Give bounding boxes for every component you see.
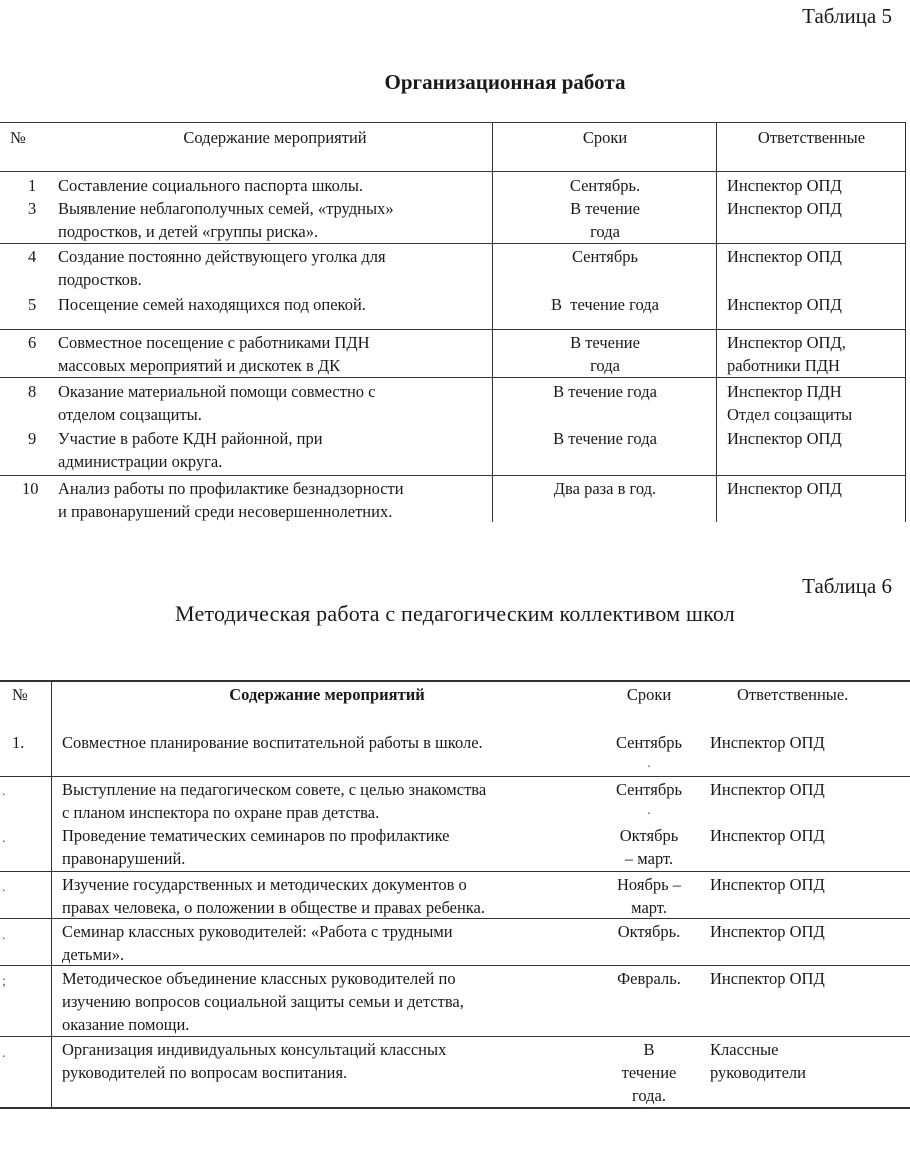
table5-header-responsible: Ответственные xyxy=(757,128,866,147)
table6-row-dates: Февраль. xyxy=(617,969,681,988)
table6-row-num: ; xyxy=(2,974,6,989)
table5-row-content: подростков. xyxy=(58,270,142,289)
table5-row-content: массовых мероприятий и дискотек в ДК xyxy=(58,356,341,375)
table5-row-num: 8 xyxy=(28,382,37,401)
table5-row-content: Выявление неблагополучных семей, «трудных» xyxy=(58,199,394,218)
table5-col-divider xyxy=(492,122,493,522)
table5-rule xyxy=(0,329,906,330)
table5-caption: Таблица 5 xyxy=(802,4,892,28)
table6-rule xyxy=(0,965,910,966)
table6-row-num: 1. xyxy=(12,733,25,752)
table5-row-content: Посещение семей находящихся под опекой. xyxy=(58,295,366,314)
table6-rule xyxy=(0,871,910,872)
table6-header-dates: Сроки xyxy=(626,685,672,704)
table5-row-content: Анализ работы по профилактике безнадзорности xyxy=(58,479,404,498)
table5-title: Организационная работа xyxy=(384,70,626,94)
table6-row-dates: Октябрь xyxy=(619,826,679,845)
table5-row-responsible: Инспектор ОПД xyxy=(727,199,842,218)
table5-row-responsible: Инспектор ОПД xyxy=(727,429,842,448)
table5-row-responsible: работники ПДН xyxy=(727,356,840,375)
table6-row-dates: В xyxy=(643,1040,655,1059)
table5-header-num: № xyxy=(10,128,26,147)
table5-row-content: отделом соцзащиты. xyxy=(58,405,202,424)
table6-row-content: оказание помощи. xyxy=(62,1015,190,1034)
table5-row-responsible: Отдел соцзащиты xyxy=(727,405,853,424)
table5-row-content: Совместное посещение с работниками ПДН xyxy=(58,333,370,352)
table5-row-num: 4 xyxy=(28,247,37,266)
table6-row-num: . xyxy=(2,784,6,799)
table6-row-content: правах человека, о положении в обществе и правах ребенка. xyxy=(62,898,485,917)
table6-rule-top xyxy=(0,680,910,682)
table6-row-responsible: Классные xyxy=(710,1040,779,1059)
table5-row-content: и правонарушений среди несовершеннолетних. xyxy=(58,502,393,521)
table5-row-responsible: Инспектор ОПД, xyxy=(727,333,846,352)
table5-row-num: 3 xyxy=(28,199,37,218)
table6-row-dates: март. xyxy=(631,898,667,917)
table5-row-dates: В течение года xyxy=(553,429,657,448)
table6-row-responsible: Инспектор ОПД xyxy=(710,875,825,894)
table6-row-content: Изучение государственных и методических документов о xyxy=(62,875,467,894)
table5-row-num: 9 xyxy=(28,429,37,448)
table5-row-responsible: Инспектор ПДН xyxy=(727,382,842,401)
table5-row-content: Оказание материальной помощи совместно с xyxy=(58,382,376,401)
table5-row-num: 5 xyxy=(28,295,37,314)
table6-row-responsible: руководители xyxy=(710,1063,806,1082)
table6-row-dates: Ноябрь – xyxy=(617,875,681,894)
table6-row-content: с планом инспектора по охране прав детства. xyxy=(62,803,380,822)
table6-row-content: правонарушений. xyxy=(62,849,186,868)
table6-header-responsible: Ответственные. xyxy=(737,685,849,704)
table6-row-responsible: Инспектор ОПД xyxy=(710,969,825,988)
table6-row-num: . xyxy=(2,831,6,846)
table5-rule-header xyxy=(0,171,906,172)
table5-row-responsible: Инспектор ОПД xyxy=(727,479,842,498)
table6-title: Методическая работа с педагогическим коллективом школ xyxy=(175,601,735,626)
table5-row-num: 10 xyxy=(22,479,39,498)
table6-row-content: изучению вопросов социальной защиты семьи и детства, xyxy=(62,992,464,1011)
table6-caption: Таблица 6 xyxy=(802,574,892,598)
table5-col-divider xyxy=(716,122,717,522)
table6-row-responsible: Инспектор ОПД xyxy=(710,780,825,799)
table5-row-content: Составление социального паспорта школы. xyxy=(58,176,364,195)
table6-header-num: № xyxy=(12,685,28,704)
table5-row-dates: В течение года xyxy=(551,295,659,314)
table6-row-dates: Октябрь. xyxy=(617,922,681,941)
table6-row-content: Организация индивидуальных консультаций классных xyxy=(62,1040,447,1059)
table6-row-content: Семинар классных руководителей: «Работа с трудными xyxy=(62,922,453,941)
table6-rule xyxy=(0,776,910,777)
table5-header-content: Содержание мероприятий xyxy=(183,128,367,147)
table5-row-dates: Сентябрь. xyxy=(569,176,641,195)
table6-row-dates: . xyxy=(647,803,651,818)
table5-row-dates: В течение xyxy=(570,333,640,352)
table5-row-dates: Два раза в год. xyxy=(553,479,657,498)
table5-rule xyxy=(0,475,906,476)
table6-col-divider xyxy=(51,680,52,1108)
table6-row-dates: года. xyxy=(632,1086,666,1105)
table5-header-dates: Сроки xyxy=(582,128,628,147)
table6-row-content: Проведение тематических семинаров по профилактике xyxy=(62,826,450,845)
table6-row-dates: Сентябрь xyxy=(615,733,683,752)
table6-row-content: Методическое объединение классных руководителей по xyxy=(62,969,456,988)
table5-row-content: подростков, и детей «группы риска». xyxy=(58,222,319,241)
table5-row-content: администрации округа. xyxy=(58,452,223,471)
table6-row-responsible: Инспектор ОПД xyxy=(710,922,825,941)
table6-row-dates: течение xyxy=(621,1063,677,1082)
table5-row-num: 1 xyxy=(28,176,37,195)
table6-row-content: руководителей по вопросам воспитания. xyxy=(62,1063,348,1082)
table5-right-border xyxy=(905,122,906,522)
table5-row-content: Создание постоянно действующего уголка для xyxy=(58,247,386,266)
table5-row-dates: В течение xyxy=(570,199,640,218)
table6-row-dates: . xyxy=(647,756,651,771)
table6-header-content: Содержание мероприятий xyxy=(229,685,425,704)
table6-row-num: . xyxy=(2,880,6,895)
table6-row-responsible: Инспектор ОПД xyxy=(710,826,825,845)
table6-row-dates: – март. xyxy=(624,849,674,868)
table5-row-dates: года xyxy=(590,356,620,375)
table5-row-dates: Сентябрь xyxy=(571,247,639,266)
table5-row-responsible: Инспектор ОПД xyxy=(727,247,842,266)
table6-rule-bottom xyxy=(0,1107,910,1109)
table5-row-responsible: Инспектор ОПД xyxy=(727,176,842,195)
table5-row-dates: года xyxy=(590,222,620,241)
table6-row-responsible: Инспектор ОПД xyxy=(710,733,825,752)
table6-row-content: Выступление на педагогическом совете, с целью знакомства xyxy=(62,780,487,799)
table5-row-responsible: Инспектор ОПД xyxy=(727,295,842,314)
table5-row-dates: В течение года xyxy=(553,382,657,401)
table5-row-num: 6 xyxy=(28,333,37,352)
table6-row-num: . xyxy=(2,1046,6,1061)
table5-row-content: Участие в работе КДН районной, при xyxy=(58,429,323,448)
table5-rule-top xyxy=(0,122,906,123)
table6-row-content: Совместное планирование воспитательной работы в школе. xyxy=(62,733,483,752)
table6-row-dates: Сентябрь xyxy=(615,780,683,799)
table6-row-num: . xyxy=(2,928,6,943)
table6-row-content: детьми». xyxy=(62,945,125,964)
